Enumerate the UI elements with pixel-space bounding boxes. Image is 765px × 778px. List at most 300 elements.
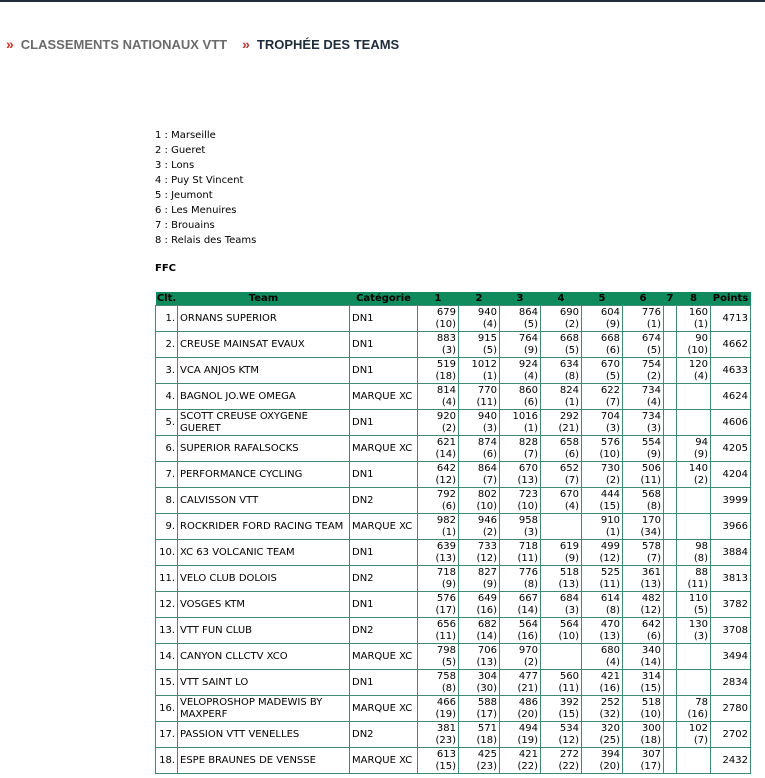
race-points: 90 <box>695 332 708 344</box>
race-points: 444 <box>600 488 620 500</box>
breadcrumb-separator-icon: » <box>6 36 14 52</box>
race-points: 682 <box>477 618 497 630</box>
race-position: (9) <box>441 578 456 590</box>
race-score-cell <box>418 592 459 618</box>
race-points: 568 <box>641 488 661 500</box>
race-position: (6) <box>646 630 661 642</box>
race-position: (12) <box>476 552 497 564</box>
total-points-cell: 4713 <box>711 306 751 332</box>
race-score-cell <box>418 722 459 748</box>
race-position: (15) <box>640 682 661 694</box>
race-points: 828 <box>518 436 538 448</box>
race-points: 160 <box>688 306 708 318</box>
race-points: 723 <box>518 488 538 500</box>
race-score-cell <box>582 306 623 332</box>
race-score-cell <box>664 644 677 670</box>
team-name-cell: VELOPROSHOP MADEWIS BY MAXPERF <box>178 696 350 722</box>
race-score-cell <box>500 436 541 462</box>
race-points: 252 <box>600 696 620 708</box>
legend-item: 5 : Jeumont <box>155 190 213 201</box>
race-points: 482 <box>641 592 661 604</box>
category-cell: MARQUE XC <box>350 644 418 670</box>
rank-cell: 11. <box>156 566 178 592</box>
rank-cell: 5. <box>156 410 178 436</box>
race-score-cell <box>623 410 664 436</box>
race-score-cell <box>500 592 541 618</box>
race-points: 421 <box>518 748 538 760</box>
race-score-cell <box>459 644 500 670</box>
race-points: 98 <box>695 540 708 552</box>
table-row <box>156 306 751 332</box>
race-score-cell <box>677 306 711 332</box>
header-race-6: 6 <box>623 292 664 306</box>
race-position: (11) <box>435 630 456 642</box>
race-points: 958 <box>518 514 538 526</box>
team-name-cell: CALVISSON VTT <box>178 488 350 514</box>
race-score-cell <box>459 332 500 358</box>
race-position: (7) <box>523 448 538 460</box>
race-score-cell <box>664 722 677 748</box>
legend-item: 8 : Relais des Teams <box>155 235 257 246</box>
race-position: (1) <box>605 526 620 538</box>
race-points: 621 <box>436 436 456 448</box>
race-score-cell <box>500 618 541 644</box>
category-cell: MARQUE XC <box>350 514 418 540</box>
race-points: 292 <box>559 410 579 422</box>
race-points: 307 <box>641 748 661 760</box>
race-points: 940 <box>477 306 497 318</box>
race-score-cell <box>623 722 664 748</box>
legend-item: 1 : Marseille <box>155 130 216 141</box>
race-position: (13) <box>517 474 538 486</box>
race-score-cell <box>664 306 677 332</box>
race-points: 494 <box>518 722 538 734</box>
race-points: 776 <box>641 306 661 318</box>
race-position: (4) <box>605 656 620 668</box>
race-points: 486 <box>518 696 538 708</box>
race-score-cell <box>582 358 623 384</box>
table-row <box>156 384 751 410</box>
race-points: 798 <box>436 644 456 656</box>
race-score-cell <box>418 384 459 410</box>
race-position: (8) <box>441 682 456 694</box>
team-name-cell: ESPE BRAUNES DE VENSSE <box>178 748 350 774</box>
race-score-cell <box>418 462 459 488</box>
race-position: (3) <box>605 422 620 434</box>
race-position: (22) <box>558 760 579 772</box>
race-position: (10) <box>599 448 620 460</box>
race-position: (11) <box>687 578 708 590</box>
race-position: (9) <box>605 318 620 330</box>
race-position: (7) <box>564 474 579 486</box>
race-points: 649 <box>477 592 497 604</box>
race-points: 814 <box>436 384 456 396</box>
race-score-cell <box>541 618 582 644</box>
team-name-cell: BAGNOL JO.WE OMEGA <box>178 384 350 410</box>
race-score-cell <box>623 514 664 540</box>
race-score-cell <box>418 566 459 592</box>
race-score-cell <box>677 358 711 384</box>
page-title: TROPHÉE DES TEAMS <box>256 36 400 52</box>
table-row <box>156 436 751 462</box>
team-name-cell: SCOTT CREUSE OXYGENE GUERET <box>178 410 350 436</box>
race-points: 679 <box>436 306 456 318</box>
race-points: 642 <box>641 618 661 630</box>
race-score-cell <box>500 462 541 488</box>
race-score-cell <box>459 748 500 774</box>
category-cell: DN2 <box>350 618 418 644</box>
race-score-cell <box>664 488 677 514</box>
race-points: 102 <box>688 722 708 734</box>
total-points-cell: 3708 <box>711 618 751 644</box>
race-score-cell <box>459 722 500 748</box>
race-score-cell <box>541 670 582 696</box>
total-points-cell: 3782 <box>711 592 751 618</box>
race-points: 792 <box>436 488 456 500</box>
table-header-row <box>156 292 751 306</box>
race-points: 361 <box>641 566 661 578</box>
race-points: 272 <box>559 748 579 760</box>
race-points: 94 <box>695 436 708 448</box>
race-score-cell <box>541 592 582 618</box>
race-points: 874 <box>477 436 497 448</box>
rank-cell: 2. <box>156 332 178 358</box>
race-points: 652 <box>559 462 579 474</box>
race-position: (1) <box>441 526 456 538</box>
race-points: 604 <box>600 306 620 318</box>
race-position: (20) <box>599 760 620 772</box>
race-points: 381 <box>436 722 456 734</box>
race-score-cell <box>664 384 677 410</box>
race-score-cell <box>418 488 459 514</box>
race-position: (14) <box>435 448 456 460</box>
race-points: 392 <box>559 696 579 708</box>
total-points-cell: 3494 <box>711 644 751 670</box>
race-score-cell <box>623 332 664 358</box>
race-score-cell <box>541 722 582 748</box>
header-race-1: 1 <box>418 292 459 306</box>
header-points: Points <box>711 292 751 306</box>
race-points: 642 <box>436 462 456 474</box>
race-score-cell <box>664 332 677 358</box>
race-score-cell <box>418 306 459 332</box>
category-cell: MARQUE XC <box>350 436 418 462</box>
race-points: 619 <box>559 540 579 552</box>
race-points: 946 <box>477 514 497 526</box>
race-position: (2) <box>523 656 538 668</box>
race-position: (5) <box>482 344 497 356</box>
race-position: (12) <box>435 474 456 486</box>
total-points-cell: 4204 <box>711 462 751 488</box>
race-position: (3) <box>646 422 661 434</box>
race-score-cell <box>541 384 582 410</box>
breadcrumb-separator-icon: » <box>242 36 250 52</box>
race-score-cell <box>664 670 677 696</box>
race-position: (10) <box>476 500 497 512</box>
race-points: 1012 <box>471 358 497 370</box>
race-score-cell <box>582 566 623 592</box>
race-score-cell <box>541 540 582 566</box>
table-row <box>156 618 751 644</box>
race-position: (13) <box>435 552 456 564</box>
race-score-cell <box>500 670 541 696</box>
total-points-cell: 4662 <box>711 332 751 358</box>
rank-cell: 9. <box>156 514 178 540</box>
table-row <box>156 566 751 592</box>
race-score-cell <box>500 514 541 540</box>
table-row <box>156 748 751 774</box>
race-position: (11) <box>517 552 538 564</box>
rank-cell: 12. <box>156 592 178 618</box>
race-position: (11) <box>558 682 579 694</box>
category-cell: DN2 <box>350 488 418 514</box>
rank-cell: 17. <box>156 722 178 748</box>
race-score-cell <box>418 514 459 540</box>
race-score-cell <box>623 566 664 592</box>
race-score-cell <box>459 514 500 540</box>
race-score-cell <box>541 410 582 436</box>
race-points: 88 <box>695 566 708 578</box>
rank-cell: 13. <box>156 618 178 644</box>
race-points: 883 <box>436 332 456 344</box>
race-score-cell <box>677 644 711 670</box>
total-points-cell: 2432 <box>711 748 751 774</box>
race-points: 576 <box>436 592 456 604</box>
race-points: 764 <box>518 332 538 344</box>
race-score-cell <box>418 540 459 566</box>
race-points: 1016 <box>512 410 538 422</box>
total-points-cell: 3966 <box>711 514 751 540</box>
team-name-cell: PASSION VTT VENELLES <box>178 722 350 748</box>
table-row <box>156 592 751 618</box>
race-position: (6) <box>482 448 497 460</box>
race-position: (2) <box>564 318 579 330</box>
race-score-cell <box>459 488 500 514</box>
race-position: (16) <box>599 682 620 694</box>
results-table <box>155 292 751 774</box>
race-points: 78 <box>695 696 708 708</box>
race-score-cell <box>418 644 459 670</box>
race-points: 634 <box>559 358 579 370</box>
race-score-cell <box>418 332 459 358</box>
race-points: 466 <box>436 696 456 708</box>
race-score-cell <box>664 514 677 540</box>
race-score-cell <box>418 410 459 436</box>
race-points: 770 <box>477 384 497 396</box>
legend-item: 4 : Puy St Vincent <box>155 175 244 186</box>
race-position: (13) <box>640 578 661 590</box>
race-score-cell <box>500 306 541 332</box>
race-points: 525 <box>600 566 620 578</box>
race-score-cell <box>623 592 664 618</box>
race-points: 704 <box>600 410 620 422</box>
race-points: 668 <box>600 332 620 344</box>
race-score-cell <box>623 644 664 670</box>
race-position: (15) <box>558 708 579 720</box>
race-points: 314 <box>641 670 661 682</box>
race-score-cell <box>418 748 459 774</box>
race-points: 534 <box>559 722 579 734</box>
race-score-cell <box>664 618 677 644</box>
race-position: (9) <box>693 448 708 460</box>
race-points: 910 <box>600 514 620 526</box>
race-position: (12) <box>558 734 579 746</box>
race-position: (1) <box>646 318 661 330</box>
race-position: (10) <box>640 708 661 720</box>
race-points: 554 <box>641 436 661 448</box>
race-score-cell <box>418 670 459 696</box>
table-row <box>156 722 751 748</box>
race-position: (4) <box>482 318 497 330</box>
race-score-cell <box>459 384 500 410</box>
team-name-cell: VELO CLUB DOLOIS <box>178 566 350 592</box>
race-score-cell <box>500 696 541 722</box>
race-points: 920 <box>436 410 456 422</box>
race-position: (13) <box>599 630 620 642</box>
race-score-cell <box>459 670 500 696</box>
table-row <box>156 410 751 436</box>
total-points-cell: 2702 <box>711 722 751 748</box>
category-cell: DN1 <box>350 540 418 566</box>
rank-cell: 15. <box>156 670 178 696</box>
header-race-8: 8 <box>677 292 711 306</box>
race-position: (17) <box>435 604 456 616</box>
race-points: 470 <box>600 618 620 630</box>
table-row <box>156 462 751 488</box>
race-position: (3) <box>693 630 708 642</box>
race-points: 304 <box>477 670 497 682</box>
rank-cell: 6. <box>156 436 178 462</box>
breadcrumb <box>6 36 399 52</box>
race-points: 394 <box>600 748 620 760</box>
race-points: 670 <box>559 488 579 500</box>
race-score-cell <box>664 410 677 436</box>
race-position: (3) <box>564 604 579 616</box>
header-race-5: 5 <box>582 292 623 306</box>
rank-cell: 10. <box>156 540 178 566</box>
category-cell: DN1 <box>350 358 418 384</box>
race-score-cell <box>623 358 664 384</box>
race-score-cell <box>677 670 711 696</box>
category-cell: MARQUE XC <box>350 384 418 410</box>
race-points: 170 <box>641 514 661 526</box>
race-points: 860 <box>518 384 538 396</box>
race-position: (19) <box>435 708 456 720</box>
race-score-cell <box>541 488 582 514</box>
race-position: (8) <box>523 578 538 590</box>
race-legend <box>155 128 256 248</box>
race-position: (23) <box>435 734 456 746</box>
race-position: (10) <box>687 344 708 356</box>
team-name-cell: ROCKRIDER FORD RACING TEAM <box>178 514 350 540</box>
header-category: Catégorie <box>350 292 418 306</box>
race-position: (3) <box>441 344 456 356</box>
race-points: 614 <box>600 592 620 604</box>
race-score-cell <box>500 488 541 514</box>
race-points: 776 <box>518 566 538 578</box>
race-score-cell <box>677 462 711 488</box>
race-points: 519 <box>436 358 456 370</box>
race-score-cell <box>582 540 623 566</box>
race-position: (6) <box>605 344 620 356</box>
race-position: (4) <box>523 370 538 382</box>
race-position: (2) <box>693 474 708 486</box>
race-points: 658 <box>559 436 579 448</box>
race-score-cell <box>582 592 623 618</box>
race-position: (8) <box>605 604 620 616</box>
header-race-4: 4 <box>541 292 582 306</box>
race-score-cell <box>664 592 677 618</box>
race-score-cell <box>623 540 664 566</box>
race-score-cell <box>677 696 711 722</box>
race-points: 718 <box>436 566 456 578</box>
race-score-cell <box>500 722 541 748</box>
race-position: (4) <box>441 396 456 408</box>
race-position: (16) <box>517 630 538 642</box>
total-points-cell: 3999 <box>711 488 751 514</box>
category-cell: MARQUE XC <box>350 696 418 722</box>
race-score-cell <box>541 436 582 462</box>
race-points: 340 <box>641 644 661 656</box>
race-score-cell <box>664 748 677 774</box>
race-points: 421 <box>600 670 620 682</box>
race-position: (21) <box>558 422 579 434</box>
race-points: 564 <box>518 618 538 630</box>
race-score-cell <box>582 410 623 436</box>
race-position: (5) <box>693 604 708 616</box>
race-score-cell <box>541 644 582 670</box>
race-score-cell <box>500 384 541 410</box>
race-position: (8) <box>564 370 579 382</box>
team-name-cell: VOSGES KTM <box>178 592 350 618</box>
race-position: (2) <box>441 422 456 434</box>
total-points-cell: 3813 <box>711 566 751 592</box>
team-name-cell: VCA ANJOS KTM <box>178 358 350 384</box>
race-points: 802 <box>477 488 497 500</box>
category-cell: DN1 <box>350 462 418 488</box>
race-score-cell <box>541 332 582 358</box>
breadcrumb-link-classements[interactable]: CLASSEMENTS NATIONAUX VTT <box>20 36 228 52</box>
race-position: (19) <box>517 734 538 746</box>
race-position: (1) <box>564 396 579 408</box>
race-score-cell <box>418 696 459 722</box>
race-score-cell <box>664 436 677 462</box>
total-points-cell: 4606 <box>711 410 751 436</box>
race-score-cell <box>418 436 459 462</box>
rank-cell: 1. <box>156 306 178 332</box>
race-score-cell <box>677 514 711 540</box>
race-position: (9) <box>646 448 661 460</box>
race-position: (7) <box>482 474 497 486</box>
race-position: (4) <box>693 370 708 382</box>
race-position: (2) <box>646 370 661 382</box>
race-points: 758 <box>436 670 456 682</box>
race-points: 864 <box>518 306 538 318</box>
rank-cell: 7. <box>156 462 178 488</box>
rank-cell: 8. <box>156 488 178 514</box>
race-score-cell <box>623 384 664 410</box>
race-position: (4) <box>564 500 579 512</box>
race-score-cell <box>664 566 677 592</box>
category-cell: DN1 <box>350 306 418 332</box>
race-score-cell <box>582 670 623 696</box>
race-position: (22) <box>517 760 538 772</box>
race-points: 613 <box>436 748 456 760</box>
race-position: (5) <box>646 344 661 356</box>
race-score-cell <box>459 592 500 618</box>
race-points: 668 <box>559 332 579 344</box>
section-title: FFC <box>155 263 177 274</box>
